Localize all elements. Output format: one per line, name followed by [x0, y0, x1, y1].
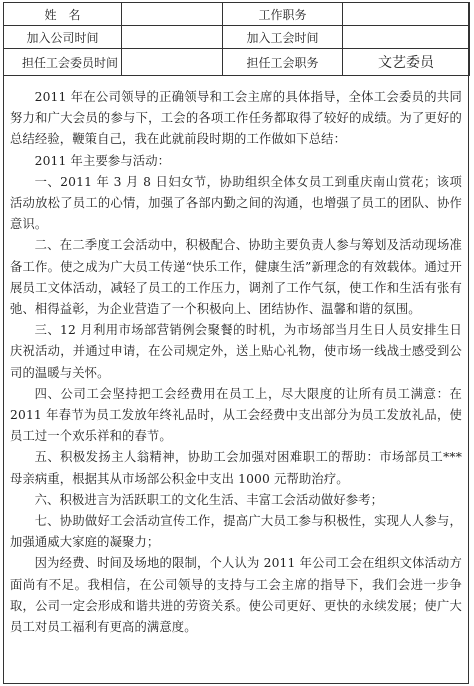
- name-value: [122, 3, 223, 26]
- activity-item-2: 二、在二季度工会活动中，积极配合、协助主要负责人参与筹划及活动现场准备工作。使之成为广大员工传递“快乐工作，健康生活”新理念的有效载体。通过开展员工文体活动，减轻了员工的工作压力，调剂了工作气氛，使工作和生活有张有弛、相得益彰，为企业营造了一个积极向上、团结协作、温馨和谐的氛围。: [10, 238, 462, 317]
- job-title-label: 工作职务: [223, 3, 343, 26]
- join-union-label: 加入工会时间: [223, 26, 343, 49]
- job-title-value: [343, 3, 470, 26]
- activity-item-6: 六、积极进言为活跃职工的文化生活、丰富工会活动做好参考；: [34, 492, 384, 507]
- committee-time-label: 担任工会委员时间: [4, 49, 122, 76]
- name-label: 姓 名: [4, 3, 122, 26]
- join-company-label: 加入公司时间: [4, 26, 122, 49]
- activity-item-7: 七、协助做好工会活动宣传工作，提高广大员工参与积极性，实现人人参与，加强通威大家庭的凝聚力；: [10, 514, 462, 550]
- union-post-value: 文艺委员: [343, 49, 470, 76]
- summary-body: [3, 82, 469, 638]
- committee-time-value: [122, 49, 223, 76]
- info-table: [3, 2, 470, 76]
- activity-item-4: 四、公司工会坚持把工会经费用在员工上，尽大限度的让所有员工满意：在 2011 年春节为员工发放年终礼品时，从工会经费中支出部分为员工发放礼品，使员工过一个欢乐祥和的春节。: [10, 386, 462, 444]
- join-company-value: [122, 26, 223, 49]
- conclusion-paragraph: 因为经费、时间及场地的限制，个人认为 2011 年公司工会在组织文体活动方面尚有不足。我相信，在公司领导的支持与工会主席的指导下，我们会进一步争取，公司一定会形成和谐共进的劳资关系。使公司更好、更快的永续发展；使广大员工对员工福利有更高的满意度。: [10, 556, 462, 635]
- union-post-label: 担任工会职务: [223, 49, 343, 76]
- intro-paragraph: 2011 年在公司领导的正确领导和工会主席的具体指导，全体工会委员的共同努力和广大会员的参与下，工会的各项工作任务都取得了较好的成绩。为了更好的总结经验，鞭策自己，我在此就前段时期的工作做如下总结：: [10, 90, 462, 147]
- activities-heading: 2011 年主要参与活动：: [34, 153, 171, 168]
- info-row-name: [4, 3, 470, 26]
- info-row-join: [4, 26, 470, 49]
- info-row-committee: [4, 49, 470, 76]
- activity-item-1: 一、2011 年 3 月 8 日妇女节，协助组织全体女员工到重庆南山赏花；该项活动放松了员工的心情，加强了各部内勤之间的沟通，也增强了员工的团队、协作意识。: [10, 174, 462, 232]
- activity-item-5: 五、积极发扬主人翁精神，协助工会加强对困难职工的帮助：市场部员工***母亲病重，根据其从市场部公积金中支出 1000 元帮助治疗。: [10, 450, 462, 486]
- join-union-value: [343, 26, 470, 49]
- activity-item-3: 三、12 月利用市场部营销例会聚餐的时机，为市场部当月生日人员安排生日庆祝活动，并通过申请，在公司规定外，送上贴心礼物，使市场一线战士感受到公司的温暖与关怀。: [10, 323, 462, 380]
